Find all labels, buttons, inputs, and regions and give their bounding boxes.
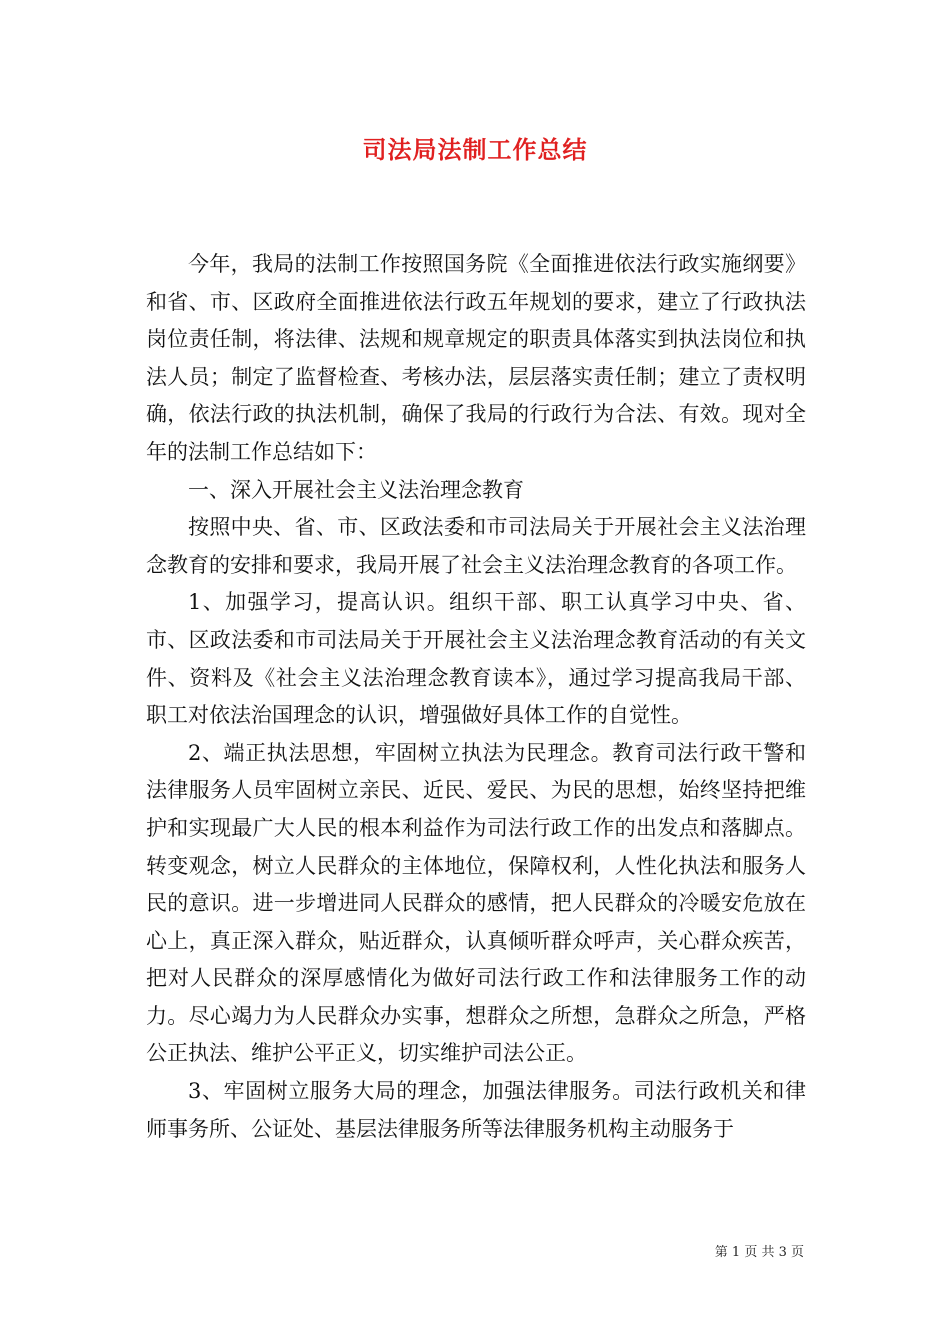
document-title: 司法局法制工作总结 xyxy=(362,135,588,164)
document-body xyxy=(146,246,806,1148)
paragraph-section-1: 按照中央、省、市、区政法委和市司法局关于开展社会主义法治理念教育的安排和要求，我局开展了社会主义法治理念教育的各项工作。 xyxy=(146,515,806,577)
paragraph-intro: 今年，我局的法制工作按照国务院《全面推进依法行政实施纲要》和省、市、区政府全面推进依法行政五年规划的要求，建立了行政执法岗位责任制，将法律、法规和规章规定的职责具体落实到执法岗位和执法人员；制定了监督检查、考核办法，层层落实责任制；建立了责权明确，依法行政的执法机制，确保了我局的行政行为合法、有效。现对全年的法制工作总结如下： xyxy=(146,252,806,464)
paragraph-item-1: 1、加强学习，提高认识。组织干部、职工认真学习中央、省、市、区政法委和市司法局关于开展社会主义法治理念教育活动的有关文件、资料及《社会主义法治理念教育读本》，通过学习提高我局干部、职工对依法治国理念的认识，增强做好具体工作的自觉性。 xyxy=(146,590,806,728)
paragraph-item-2: 2、端正执法思想，牢固树立执法为民理念。教育司法行政干警和法律服务人员牢固树立亲民、近民、爱民、为民的思想，始终坚持把维护和实现最广大人民的根本利益作为司法行政工作的出发点和落脚点。转变观念，树立人民群众的主体地位，保障权利，人性化执法和服务人民的意识。进一步增进同人民群众的感情，把人民群众的冷暖安危放在心上，真正深入群众，贴近群众，认真倾听群众呼声，关心群众疾苦，把对人民群众的深厚感情化为做好司法行政工作和法律服务工作的动力。尽心竭力为人民群众办实事，想群众之所想，急群众之所急，严格公正执法、维护公平正义，切实维护司法公正。 xyxy=(146,740,806,1066)
section-heading-1: 一、深入开展社会主义法治理念教育 xyxy=(188,477,524,502)
page-number-footer: 第 1 页 共 3 页 xyxy=(714,1245,804,1260)
paragraph-item-3: 3、牢固树立服务大局的理念，加强法律服务。司法行政机关和律师事务所、公证处、基层法律服务所等法律服务机构主动服务于 xyxy=(146,1079,806,1141)
